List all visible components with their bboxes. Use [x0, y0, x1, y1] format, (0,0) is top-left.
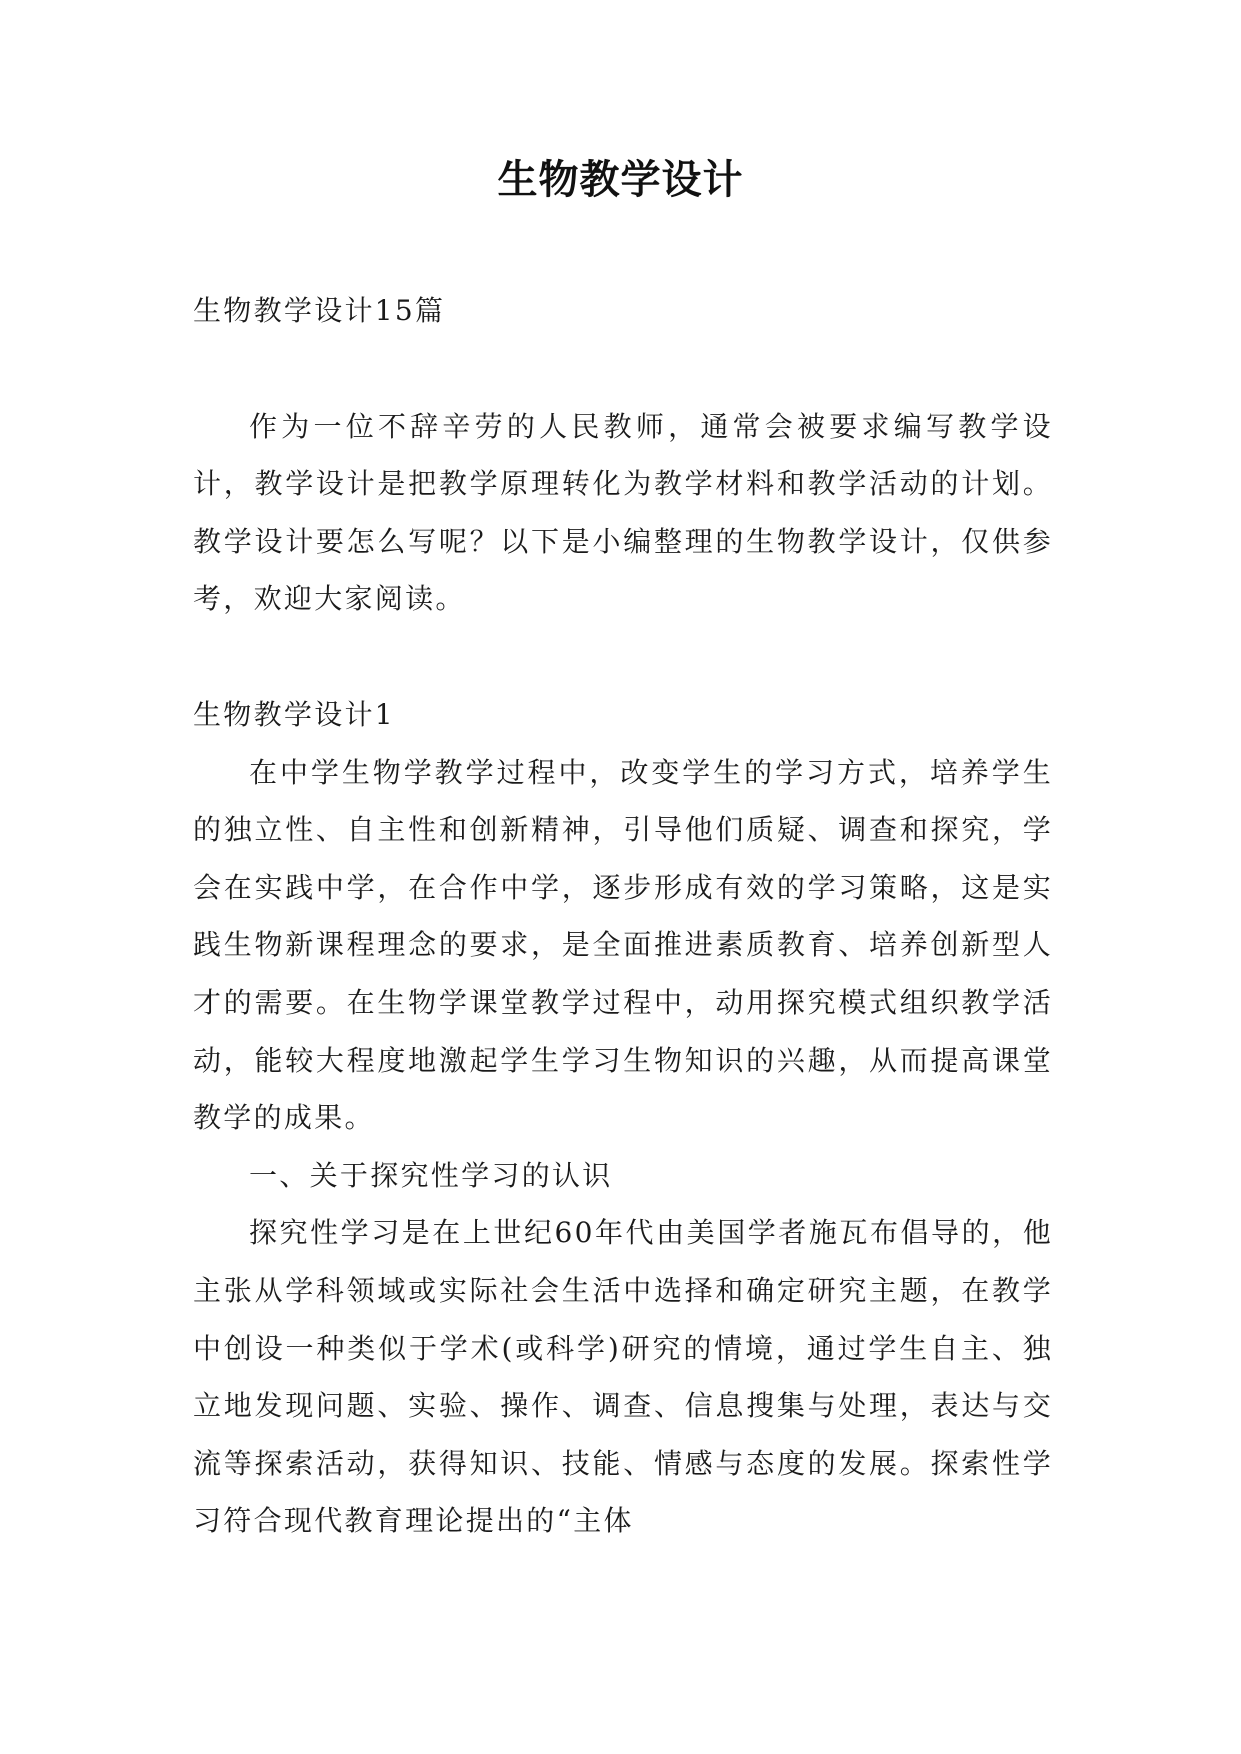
- section-heading: 生物教学设计1: [193, 697, 395, 731]
- document-subtitle: 生物教学设计15篇: [193, 294, 446, 327]
- spacer: [193, 628, 1053, 686]
- document-body: [193, 282, 1053, 1550]
- sub-heading: 一、关于探究性学习的认识: [249, 1158, 613, 1192]
- body-paragraph: 在中学生物学教学过程中，改变学生的学习方式，培养学生的独立性、自主性和创新精神，引导他们质疑、调查和探究，学会在实践中学，在合作中学，逐步形成有效的学习策略，这是实践生物新课程理念的要求，是全面推进素质教育、培养创新型人才的需要。在生物学课堂教学过程中，动用探究模式组织教学活动，能较大程度地激起学生学习生物知识的兴趣，从而提高课堂教学的成果。: [193, 755, 1053, 1135]
- intro-paragraph: 作为一位不辞辛劳的人民教师，通常会被要求编写教学设计，教学设计是把教学原理转化为教学材料和教学活动的计划。教学设计要怎么写呢？以下是小编整理的生物教学设计，仅供参考，欢迎大家阅读。: [193, 409, 1053, 616]
- document-title: 生物教学设计: [497, 157, 744, 203]
- spacer: [193, 340, 1053, 398]
- body-paragraph: 探究性学习是在上世纪60年代由美国学者施瓦布倡导的，他主张从学科领域或实际社会生活中选择和确定研究主题，在教学中创设一种类似于学术(或科学)研究的情境，通过学生自主、独立地发现问题、实验、操作、调查、信息搜集与处理，表达与交流等探索活动，获得知识、技能、情感与态度的发展。探索性学习符合现代教育理论提出的“主体: [193, 1216, 1053, 1538]
